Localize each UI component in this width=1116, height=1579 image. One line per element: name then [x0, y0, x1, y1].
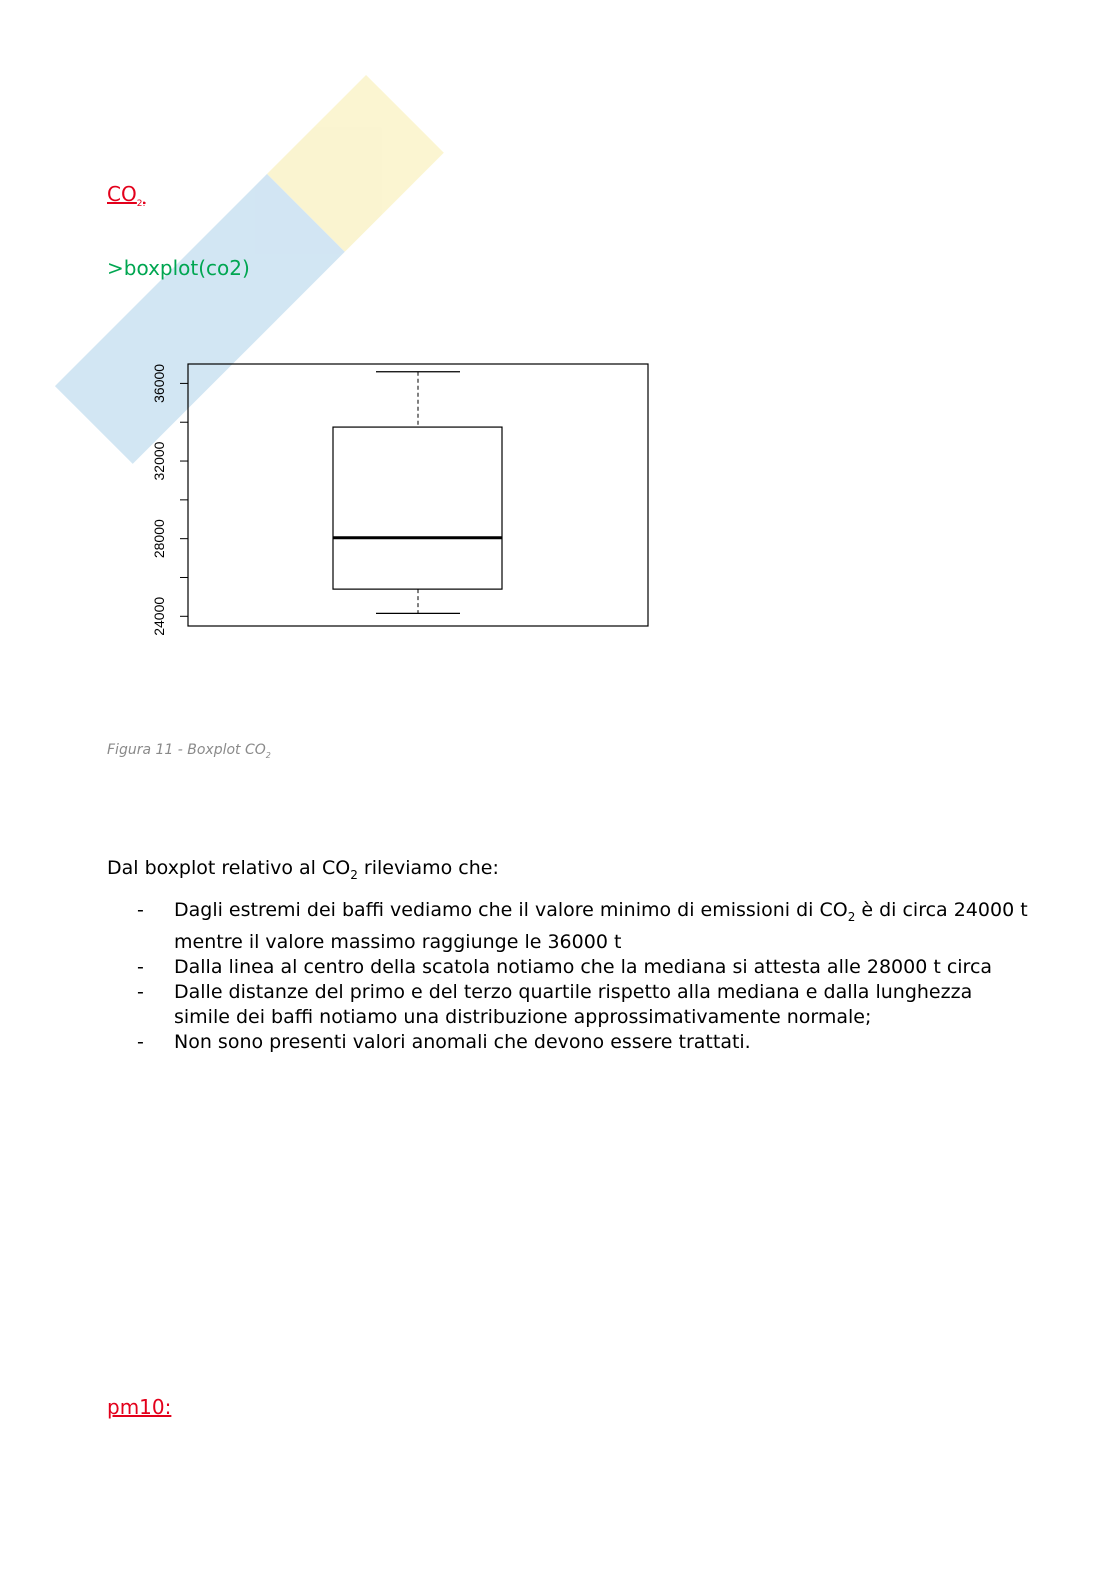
boxplot-chart: [140, 350, 670, 650]
y-tick-label: 28000: [151, 519, 167, 559]
list-item: - Dagli estremi dei baffi vediamo che il valore minimo di emissioni di $CO_2$ è di circa 24000 t mentre il valore massimo raggiunge le 36000 t: [137, 899, 1028, 953]
intro-paragraph: Dal boxplot relativo al $CO_2$ rileviamo che:: [107, 857, 499, 882]
list-item: - Dalle distanze del primo e del terzo quartile rispetto alla mediana e dalla lunghezza simile dei baffi notiamo una distribuzione approssimativamente normale;: [137, 980, 973, 1028]
y-axis: [151, 364, 188, 636]
list-item: - Dalla linea al centro della scatola notiamo che la mediana si attesta alle 28000 t circa: [137, 955, 993, 978]
figure-caption: Figura 11 - Boxplot $CO_2$: [107, 742, 271, 760]
section-heading-pm10: pm10:: [107, 1395, 172, 1419]
y-tick-label: 24000: [151, 596, 167, 636]
findings-list: [130, 898, 1030, 1055]
y-tick-label: 32000: [151, 441, 167, 481]
r-command: >boxplot(co2): [107, 256, 250, 280]
y-tick-label: 36000: [151, 363, 167, 403]
list-item: - Non sono presenti valori anomali che devono essere trattati.: [137, 1030, 751, 1053]
box-group: [333, 372, 502, 614]
box-iqr: [333, 427, 502, 589]
section-heading-co2: $CO_{2:}$: [107, 182, 146, 209]
